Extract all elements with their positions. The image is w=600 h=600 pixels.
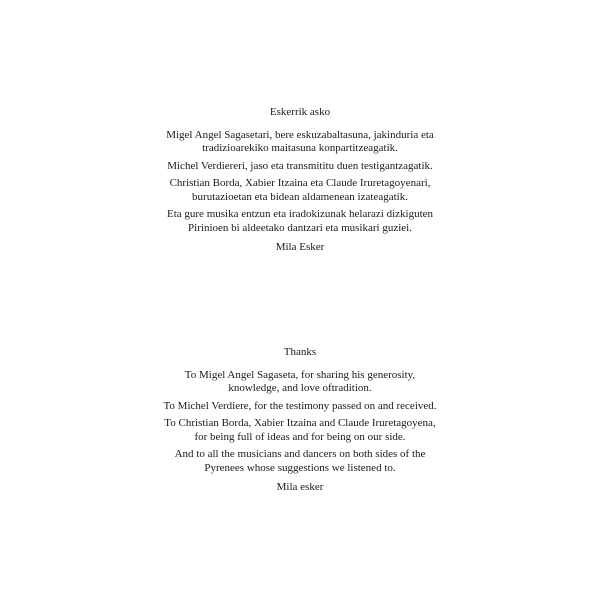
english-line: To Christian Borda, Xabier Itzaina and Claude Iruretagoyena, — [164, 417, 436, 429]
basque-paragraph — [0, 177, 600, 204]
basque-signature: Mila Esker — [275, 241, 325, 253]
english-acknowledgements — [0, 346, 600, 495]
english-line: Pyrenees whose suggestions we listened to. — [204, 461, 396, 474]
basque-line: Pirinioen bi aldeetako dantzari eta musikari guziei. — [188, 221, 412, 234]
basque-line: Christian Borda, Xabier Itzaina eta Claude Iruretagoyenari, — [169, 177, 431, 189]
basque-line: Migel Angel Sagasetari, bere eskuzabaltasuna, jakinduria eta — [166, 128, 434, 141]
english-line: for being full of ideas and for being on our side. — [194, 430, 406, 443]
english-paragraph — [0, 369, 600, 396]
basque-paragraph — [0, 160, 600, 174]
english-line: To Michel Verdiere, for the testimony passed on and received. — [163, 399, 437, 412]
basque-acknowledgements — [0, 106, 600, 255]
english-line: And to all the musicians and dancers on both sides of the — [174, 448, 426, 460]
english-line: knowledge, and love oftradition. — [228, 382, 372, 394]
english-heading: Thanks — [283, 346, 317, 358]
english-line: To Migel Angel Sagaseta, for sharing his generosity, — [184, 368, 416, 381]
english-paragraph — [0, 448, 600, 475]
basque-heading: Eskerrik asko — [269, 106, 331, 118]
english-signature: Mila esker — [276, 481, 324, 493]
basque-line: Michel Verdiereri, jaso eta transmititu duen testigantzagatik. — [167, 159, 433, 172]
basque-paragraph — [0, 129, 600, 156]
english-paragraph — [0, 400, 600, 414]
basque-line: tradizioarekiko maitasuna konpartitzeagatik. — [202, 142, 398, 154]
basque-line: burutazioetan eta bidean aldamenean izateagatik. — [192, 190, 408, 203]
basque-line: Eta gure musika entzun eta iradokizunak helarazi dizkiguten — [166, 208, 434, 220]
basque-paragraph — [0, 208, 600, 235]
english-paragraph — [0, 417, 600, 444]
